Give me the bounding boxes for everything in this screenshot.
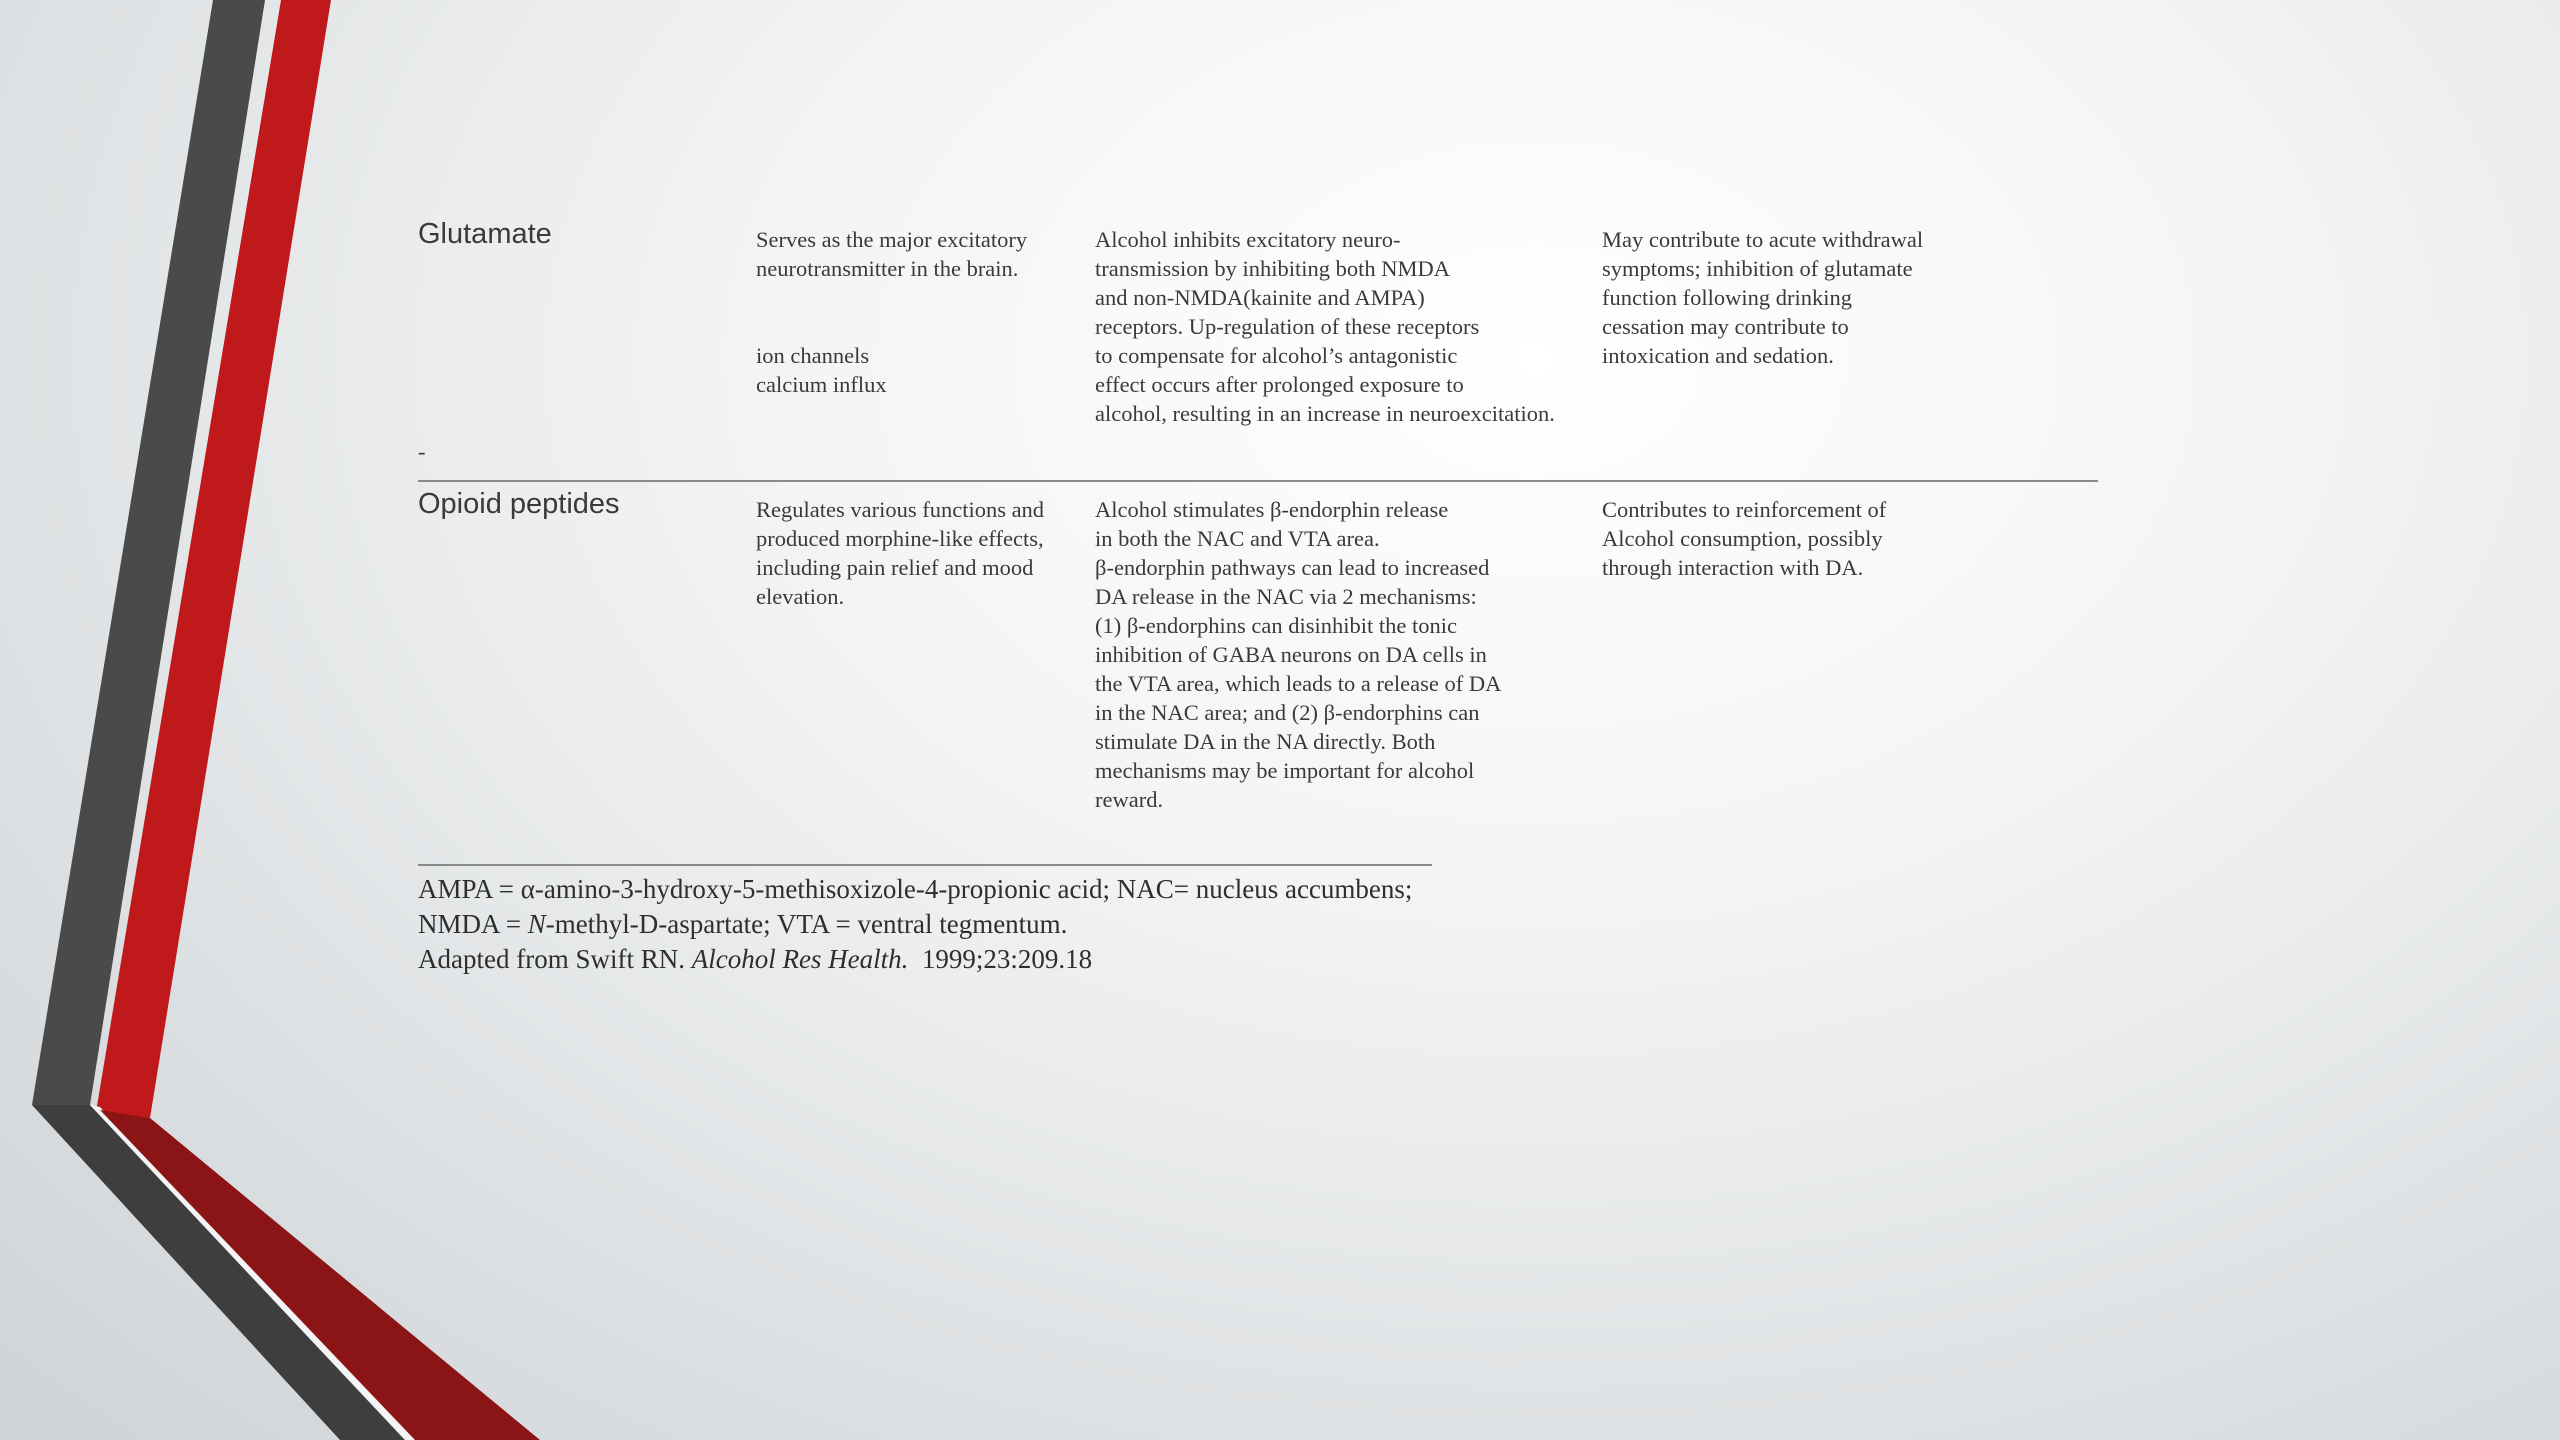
text-line: in the NAC area; and (2) β-endorphins can [1095, 700, 1480, 725]
text-line: Alcohol stimulates β-endorphin release [1095, 497, 1449, 522]
footnote-citation: Adapted from Swift RN. Alcohol Res Health. 1999;23:209.18 [418, 944, 1093, 974]
stray-dash: - [418, 439, 426, 464]
agent-opioid-peptides: Opioid peptides [418, 488, 620, 520]
text-line: effect occurs after prolonged exposure to [1095, 372, 1464, 397]
text-line: (1) β-endorphins can disinhibit the tonic [1095, 613, 1457, 638]
footnote-abbrev-nmda: NMDA = N-methyl-D-aspartate; VTA = ventral tegmentum. [418, 909, 1068, 939]
effects-cell-opioid [1095, 495, 1501, 814]
row-divider [418, 480, 2098, 482]
text-line: alcohol, resulting in an increase in neuroexcitation. [1095, 401, 1555, 426]
text-line: stimulate DA in the NA directly. Both [1095, 729, 1436, 754]
text-line: symptoms; inhibition of glutamate [1602, 256, 1913, 281]
role-cell-opioid [1602, 495, 1886, 582]
text-line: Alcohol consumption, possibly [1602, 526, 1883, 551]
text-line: elevation. [756, 584, 845, 609]
text-line: in both the NAC and VTA area. [1095, 526, 1380, 551]
text-line: produced morphine-like effects, [756, 526, 1044, 551]
agent-glutamate: Glutamate [418, 218, 552, 250]
effects-cell-glutamate [1095, 225, 1555, 428]
text-line: DA release in the NAC via 2 mechanisms: [1095, 584, 1477, 609]
text-line [756, 312, 1027, 341]
text-line [756, 283, 1027, 312]
text-line: May contribute to acute withdrawal [1602, 227, 1924, 252]
text-line: function following drinking [1602, 285, 1852, 310]
text-line: reward. [1095, 787, 1164, 812]
footnote-abbrev-ampa: AMPA = α-amino-3-hydroxy-5-methisoxizole-4-propionic acid; NAC= nucleus accumbens; [418, 874, 1413, 904]
text-line: ion channels [756, 343, 870, 368]
role-cell-glutamate [1602, 225, 1923, 370]
white-sliver [90, 1105, 415, 1440]
text-line: transmission by inhibiting both NMDA [1095, 256, 1451, 281]
text-line: calcium influx [756, 372, 887, 397]
text-line: Contributes to reinforcement of [1602, 497, 1887, 522]
function-cell-opioid [756, 495, 1044, 611]
footnote-divider [418, 864, 1432, 866]
dark-stripe-lower [32, 1105, 405, 1440]
text-line: intoxication and sedation. [1602, 343, 1834, 368]
text-line: to compensate for alcohol’s antagonistic [1095, 343, 1458, 368]
text-line: Serves as the major excitatory [756, 227, 1028, 252]
footnote [418, 872, 1412, 977]
text-line: inhibition of GABA neurons on DA cells in [1095, 642, 1487, 667]
text-line: including pain relief and mood [756, 555, 1034, 580]
text-line: receptors. Up-regulation of these receptors [1095, 314, 1480, 339]
text-line: cessation may contribute to [1602, 314, 1849, 339]
text-line: neurotransmitter in the brain. [756, 256, 1019, 281]
text-line: and non-NMDA(kainite and AMPA) [1095, 285, 1425, 310]
text-line: Regulates various functions and [756, 497, 1045, 522]
function-cell-glutamate [756, 225, 1027, 399]
text-line: Alcohol inhibits excitatory neuro- [1095, 227, 1401, 252]
text-line: the VTA area, which leads to a release of DA [1095, 671, 1502, 696]
text-line: β-endorphin pathways can lead to increased [1095, 555, 1490, 580]
text-line: through interaction with DA. [1602, 555, 1864, 580]
text-line: mechanisms may be important for alcohol [1095, 758, 1475, 783]
